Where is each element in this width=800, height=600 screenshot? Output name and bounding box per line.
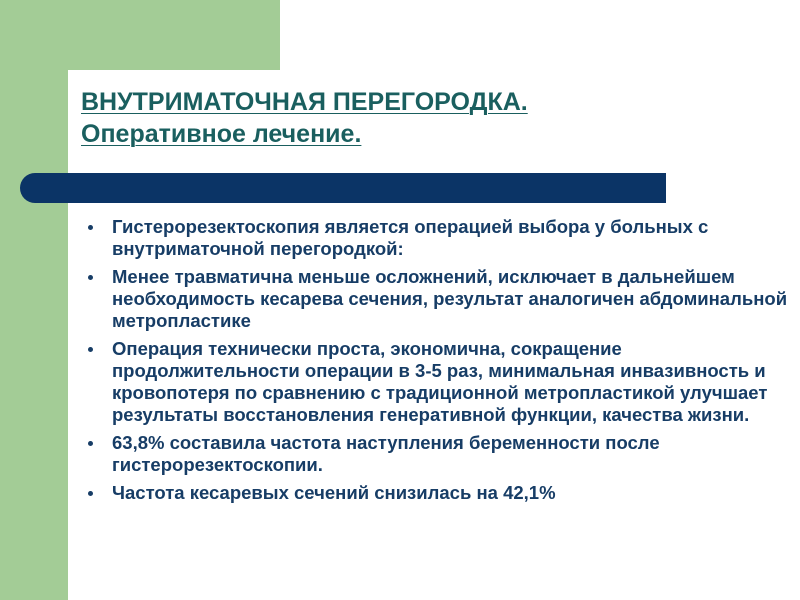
- bullet-item: [88, 266, 788, 332]
- bullet-dot-icon: [88, 441, 93, 446]
- bullet-dot-icon: [88, 275, 93, 280]
- green-left-strip: [0, 175, 68, 600]
- bullet-dot-icon: [88, 225, 93, 230]
- title-divider-bar: [20, 173, 666, 203]
- bullet-text: 63,8% составила частота наступления беременности после гистерорезектоскопии.: [112, 432, 660, 475]
- title-line-1: ВНУТРИМАТОЧНАЯ ПЕРЕГОРОДКА.: [81, 88, 528, 116]
- bullet-text: Гистерорезектоскопия является операцией выбора у больных с внутриматочной перегородкой:: [112, 216, 709, 259]
- bullet-item: [88, 482, 788, 504]
- bullet-dot-icon: [88, 491, 93, 496]
- title-line-2: Оперативное лечение.: [81, 120, 362, 148]
- bullet-text: Операция технически проста, экономична, сокращение продолжительности операции в 3-5 раз, минимальная инвазивность и кровопотеря по сравнению с традиционной метропластикой улучшает результаты восстановления генеративной функции, качества жизни.: [112, 338, 768, 425]
- bullet-list: [88, 216, 788, 510]
- bullet-item: [88, 432, 788, 476]
- bullet-dot-icon: [88, 347, 93, 352]
- bullet-item: [88, 216, 788, 260]
- bullet-text: Менее травматична меньше осложнений, исключает в дальнейшем необходимость кесарева сечения, результат аналогичен абдоминальной метропластике: [112, 266, 788, 331]
- bullet-text: Частота кесаревых сечений снизилась на 42,1%: [112, 482, 556, 503]
- slide-title: [81, 86, 781, 150]
- bullet-item: [88, 338, 788, 426]
